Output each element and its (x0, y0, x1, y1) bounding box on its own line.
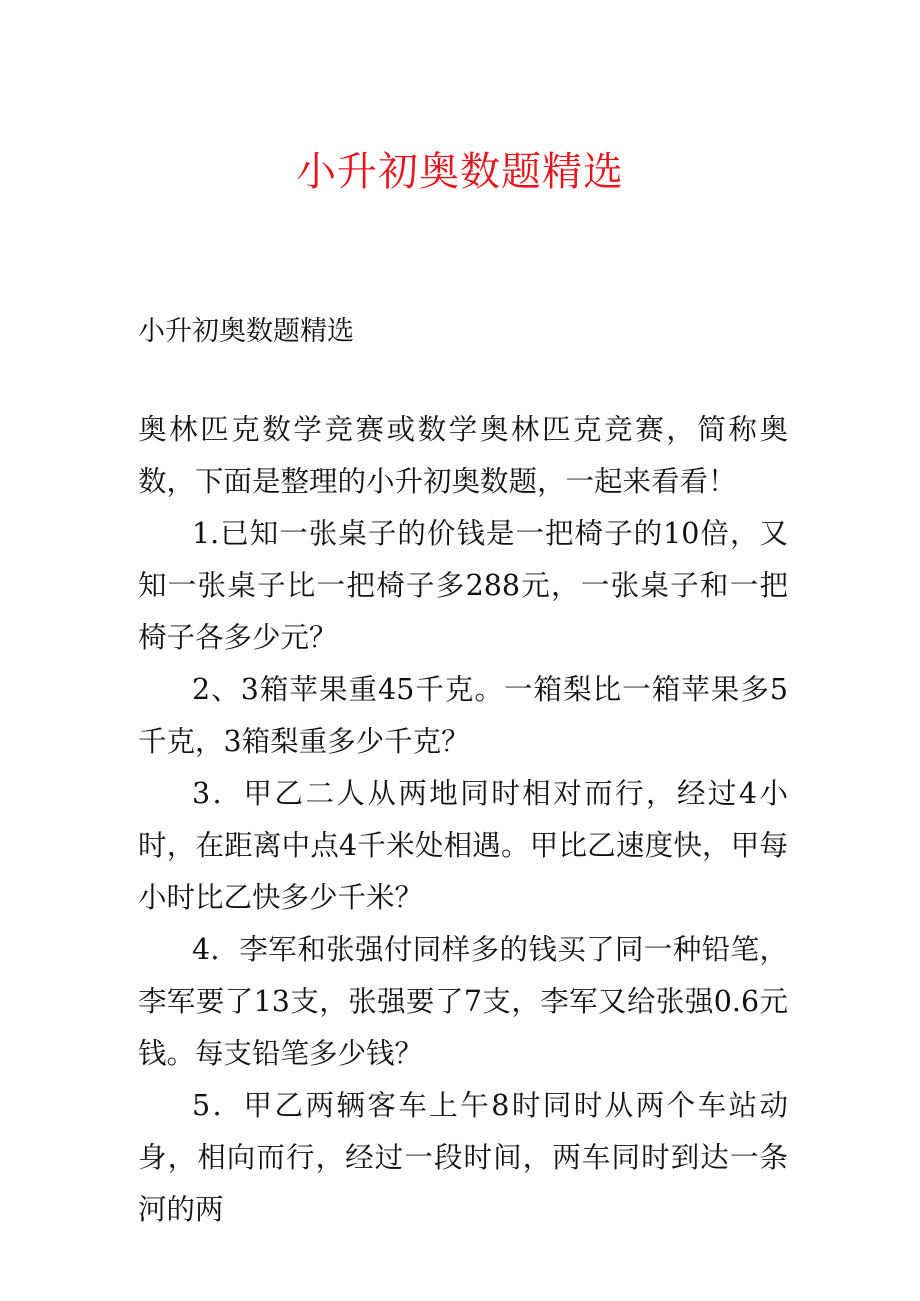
intro-paragraph: 奥林匹克数学竞赛或数学奥林匹克竞赛，简称奥数，下面是整理的小升初奥数题，一起来看看！ (138, 413, 788, 498)
question-1: 1.已知一张桌子的价钱是一把椅子的10倍，又知一张桌子比一把椅子多288元，一张桌子和一把椅子各多少元？ (138, 517, 788, 654)
document-body (138, 404, 788, 1236)
question-5: 5．甲乙两辆客车上午8时同时从两个车站动身，相向而行，经过一段时间，两车同时到达一条河的两 (138, 1089, 788, 1226)
question-2: 2、3箱苹果重45千克。一箱梨比一箱苹果多5千克，3箱梨重多少千克？ (138, 673, 788, 758)
page-title: 小升初奥数题精选 (296, 149, 624, 195)
question-3: 3．甲乙二人从两地同时相对而行，经过4小时，在距离中点4千米处相遇。甲比乙速度快，甲每小时比乙快多少千米？ (138, 777, 788, 914)
document-subtitle: 小升初奥数题精选 (138, 316, 354, 347)
question-4: 4．李军和张强付同样多的钱买了同一种铅笔，李军要了13支，张强要了7支，李军又给张强0.6元钱。每支铅笔多少钱？ (138, 933, 788, 1070)
